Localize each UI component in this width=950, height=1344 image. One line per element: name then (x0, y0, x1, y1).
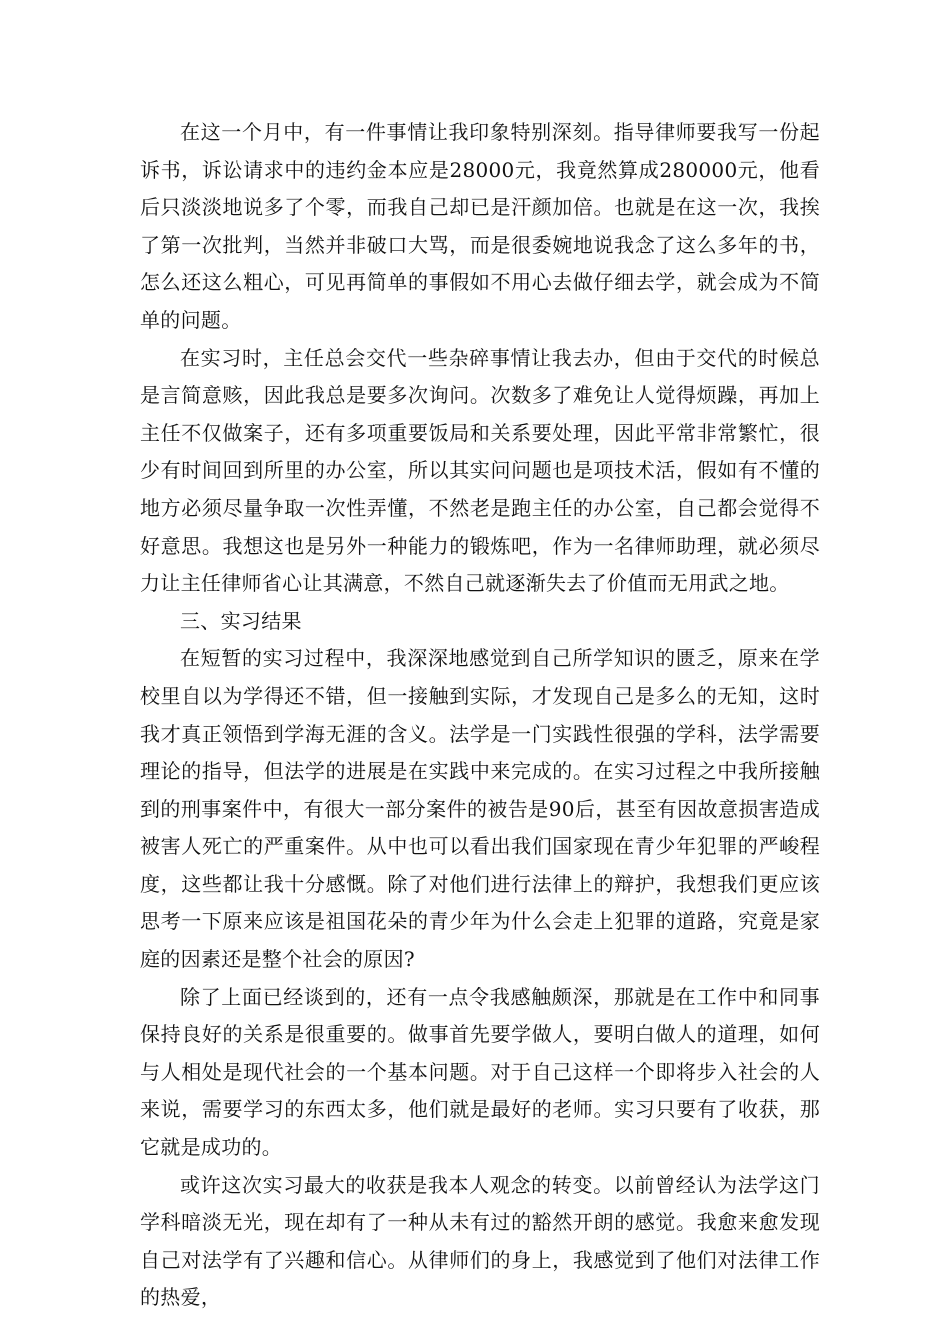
paragraph-typo-incident: 在这一个月中，有一件事情让我印象特别深刻。指导律师要我写一份起诉书，诉讼请求中的违约金本应是28000元，我竟然算成280000元，他看后只淡淡地说多了个零，而我自己却已是汗颜加倍。也就是在这一次，我挨了第一次批判，当然并非破口大骂，而是很委婉地说我念了这么多年的书，怎么还这么粗心，可见再简单的事假如不用心去做仔细去学，就会成为不简单的问题。 (140, 120, 820, 332)
paragraph-director-tasks: 在实习时，主任总会交代一些杂碎事情让我去办，但由于交代的时候总是言简意赅，因此我总是要多次询问。次数多了难免让人觉得烦躁，再加上主任不仅做案子，还有多项重要饭局和关系要处理，因此平常非常繁忙，很少有时间回到所里的办公室，所以其实问问题也是项技术活，假如有不懂的地方必须尽量争取一次性弄懂，不然老是跑主任的办公室，自己都会觉得不好意思。我想这也是另外一种能力的锻炼吧，作为一名律师助理，就必须尽力让主任律师省心让其满意，不然自己就逐渐失去了价值而无用武之地。 (140, 345, 820, 596)
document-page (140, 114, 820, 1317)
section-heading-internship-results: 三、实习结果 (180, 608, 302, 633)
paragraph-mindset-change: 或许这次实习最大的收获是我本人观念的转变。以前曾经认为法学这门学科暗淡无光，现在却有了一种从未有过的豁然开朗的感觉。我愈来愈发现自己对法学有了兴趣和信心。从律师们的身上，我感觉到了他们对法律工作的热爱， (140, 1172, 820, 1310)
paragraph-colleague-relations: 除了上面已经谈到的，还有一点令我感触颇深，那就是在工作中和同事保持良好的关系是很重要的。做事首先要学做人，要明白做人的道理，如何与人相处是现代社会的一个基本问题。对于自己这样一个即将步入社会的人来说，需要学习的东西太多，他们就是最好的老师。实习只要有了收获，那它就是成功的。 (140, 984, 820, 1160)
paragraph-knowledge-lack: 在短暂的实习过程中，我深深地感觉到自己所学知识的匮乏，原来在学校里自以为学得还不错，但一接触到实际，才发现自己是多么的无知，这时我才真正领悟到学海无涯的含义。法学是一门实践性很强的学科，法学需要理论的指导，但法学的进展是在实践中来完成的。在实习过程之中我所接触到的刑事案件中，有很大一部分案件的被告是90后，甚至有因故意损害造成被害人死亡的严重案件。从中也可以看出我们国家现在青少年犯罪的严峻程度，这些都让我十分感慨。除了对他们进行法律上的辩护，我想我们更应该思考一下原来应该是祖国花朵的青少年为什么会走上犯罪的道路，究竟是家庭的因素还是整个社会的原因? (140, 646, 820, 972)
